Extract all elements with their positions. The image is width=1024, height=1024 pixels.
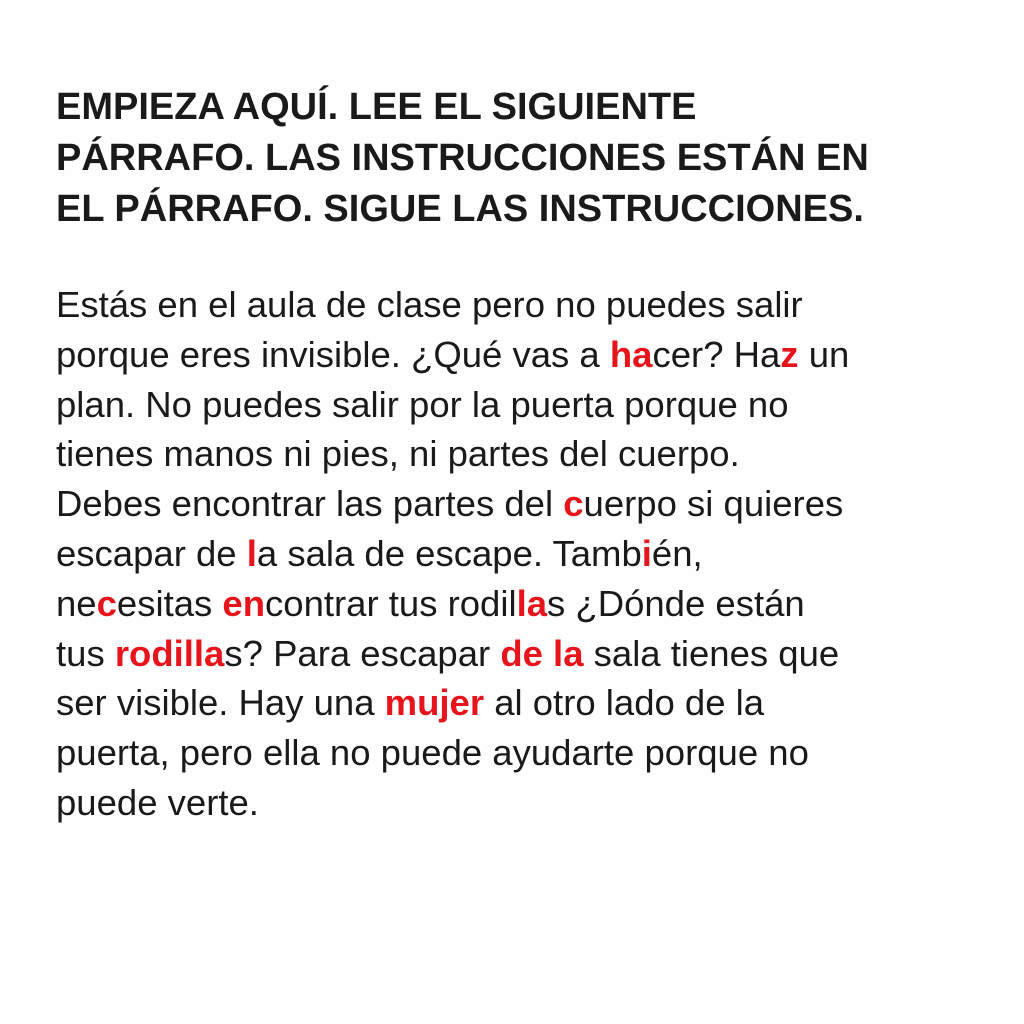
paragraph-line [56,678,976,728]
paragraph-line [56,330,976,380]
heading-line: EMPIEZA AQUÍ. LEE EL SIGUIENTE [56,86,697,128]
paragraph-text: én, [651,532,703,574]
paragraph-line [56,778,976,828]
highlighted-letters: c [96,582,117,624]
paragraph-text: escapar de [56,532,247,574]
paragraph-text: plan. No puedes salir por la puerta porque no [56,383,789,425]
story-paragraph [56,280,976,828]
paragraph-line [56,529,976,579]
paragraph-line [56,728,976,778]
paragraph-text: un [798,333,850,375]
paragraph-text: contrar tus rodil [265,582,517,624]
highlighted-letters: en [222,582,266,624]
paragraph-text: porque eres invisible. ¿Qué vas a [56,333,610,375]
paragraph-text: ser visible. Hay una [56,682,385,724]
paragraph-line [56,579,976,629]
highlighted-letters: ha [609,333,653,375]
paragraph-text: puede verte. [56,781,259,823]
paragraph-text: tus [56,632,115,674]
paragraph-text: s ¿Dónde están [547,582,805,624]
paragraph-text: Debes encontrar las partes del [56,483,564,525]
highlighted-letters: z [780,333,799,375]
paragraph-text: sala tienes que [583,632,840,674]
instructions-heading [56,82,976,235]
paragraph-text: s? Para escapar [224,632,501,674]
paragraph-text: tienes manos ni pies, ni partes del cuerpo. [56,433,740,475]
heading-line: EL PÁRRAFO. SIGUE LAS INSTRUCCIONES. [56,188,864,230]
highlighted-letters: mujer [384,682,485,724]
paragraph-text: al otro lado de la [484,682,765,724]
paragraph-line [56,280,976,330]
highlighted-letters: i [641,532,652,574]
highlighted-letters: c [563,483,584,525]
paragraph-text: Estás en el aula de clase pero no puedes salir [56,284,803,325]
paragraph-text: uerpo si quieres [583,483,844,525]
highlighted-letters: la [516,582,548,624]
paragraph-line [56,479,976,529]
paragraph-line [56,429,976,479]
paragraph-line [56,380,976,430]
paragraph-text: esitas [116,582,223,624]
paragraph-text: cer? Ha [652,333,781,375]
paragraph-text: puerta, pero ella no puede ayudarte porque no [56,732,809,774]
highlighted-letters: l [246,532,257,574]
heading-line: PÁRRAFO. LAS INSTRUCCIONES ESTÁN EN [56,137,869,179]
paragraph-text: ne [56,582,97,624]
paragraph-text: a sala de escape. Tamb [256,532,642,574]
paragraph-line [56,629,976,679]
highlighted-letters: rodilla [114,632,225,674]
highlighted-letters: de la [500,632,584,674]
